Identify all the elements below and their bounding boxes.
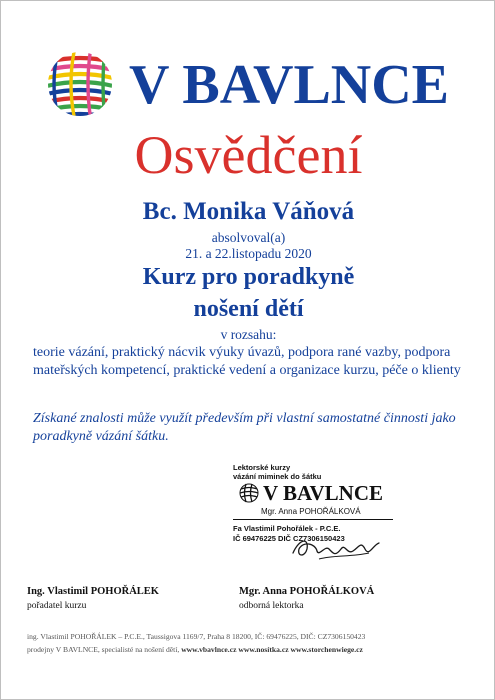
stamp-brand: V BAVLNCE: [263, 481, 384, 505]
signatory-left-role: pořadatel kurzu: [27, 601, 87, 611]
signatory-left-name: Ing. Vlastimil POHOŘÁLEK: [27, 586, 159, 597]
course-title: [1, 261, 495, 325]
scope-text: teorie vázání, praktický nácvik výuky úvazů, podpora rané vazby, podpora mateřských kompetencí, praktické vedení a organizace kurzu, péče o klienty: [33, 345, 461, 378]
stamp-company: Fa Vlastimil Pohořálek - P.C.E.: [233, 524, 341, 533]
footer-link-nositka[interactable]: www.nosítka.cz: [238, 645, 289, 654]
stamp-line1: Lektorské kurzy: [233, 463, 291, 472]
recipient-name: Bc. Monika Váňová: [142, 198, 355, 225]
certificate-title: Osvědčení: [134, 125, 363, 185]
company-stamp: [233, 461, 433, 571]
stamp-divider: [233, 519, 393, 520]
stamp-person: Mgr. Anna POHOŘÁLKOVÁ: [261, 507, 361, 516]
yarn-ball-icon: [45, 49, 115, 119]
footer-shops-prefix: prodejny V BAVLNCE, specialisté na nošení dětí,: [27, 645, 182, 654]
signatory-right-name: Mgr. Anna POHOŘÁLKOVÁ: [239, 586, 375, 597]
handwritten-signature: [289, 531, 381, 563]
footer-link-storchenwiege[interactable]: www.storchenwiege.cz: [290, 645, 363, 654]
footer-link-vbavlnce[interactable]: www.vbavlnce.cz: [181, 645, 237, 654]
signatory-right-role: odborná lektorka: [239, 601, 304, 611]
footer-shops: [27, 645, 477, 654]
footer-address: ing. Vlastimil POHOŘÁLEK – P.C.E., Taussigova 1169/7, Praha 8 18200, IČ: 69476225, DIČ: CZ7306150423: [27, 632, 366, 641]
stamp-line2: vázání miminek do šátku: [233, 472, 322, 481]
logo: [45, 49, 465, 119]
course-dates: 21. a 22.listopadu 2020: [185, 246, 312, 261]
course-title-line2: nošení dětí: [193, 296, 304, 322]
scope-label: v rozsahu:: [220, 327, 277, 342]
brand-name: V BAVLNCE: [129, 54, 450, 116]
stamp-ids: IČ 69476225 DIČ CZ7306150423: [233, 534, 345, 543]
note-text: Získané znalosti může využít především při vlastní samostatné činnosti jako poradkyně vázání šátku.: [33, 411, 456, 444]
course-title-line1: Kurz pro poradkyně: [142, 264, 355, 290]
completed-label: absolvoval(a): [211, 230, 286, 245]
stamp-yarn-icon: [239, 483, 259, 503]
